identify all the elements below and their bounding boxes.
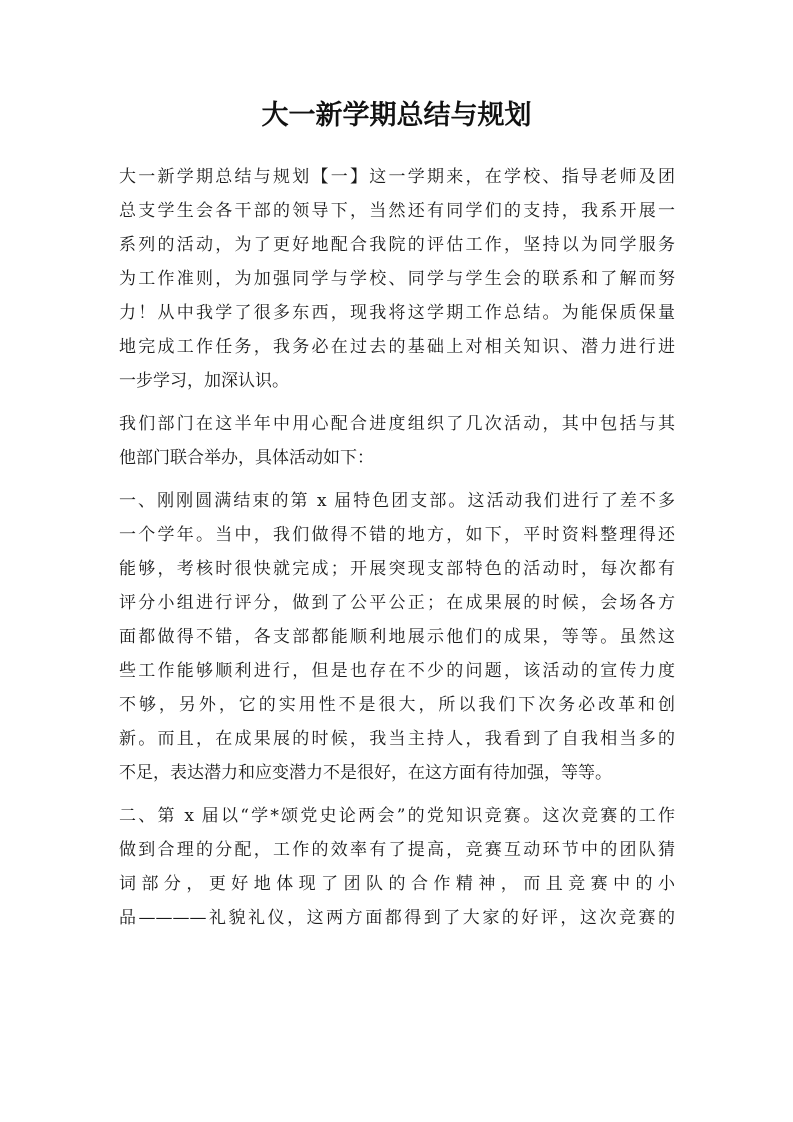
paragraph-line: 不够，另外，它的实用性不是很大，所以我们下次务必改革和创 [119,695,675,715]
paragraph-line: 词部分，更好地体现了团队的合作精神，而且竞赛中的小 [119,874,675,894]
paragraph-line: 我们部门在这半年中用心配合进度组织了几次活动，其中包括与其 [119,414,675,434]
paragraph [119,160,675,398]
paragraph-line: 一个学年。当中，我们做得不错的地方，如下，平时资料整理得还 [119,525,675,545]
paragraph-line: 不足，表达潜力和应变潜力不是很好，在这方面有待加强，等等。 [119,763,612,783]
paragraph-line: 面都做得不错，各支部都能顺利地展示他们的成果，等等。虽然这 [119,627,675,647]
document-title: 大一新学期总结与规划 [261,100,532,131]
paragraph-line: 新。而且，在成果展的时候，我当主持人，我看到了自我相当多的 [119,729,675,749]
paragraph-line: 地完成工作任务，我务必在过去的基础上对相关知识、潜力进行进 [119,337,675,357]
paragraph-line: 大一新学期总结与规划【一】这一学期来，在学校、指导老师及团 [119,167,675,187]
paragraph-line: 评分小组进行评分，做到了公平公正；在成果展的时候，会场各方 [119,593,675,613]
paragraph-line: 系列的活动，为了更好地配合我院的评估工作，坚持以为同学服务 [119,235,675,255]
document-body [119,160,675,944]
paragraph [119,407,675,475]
paragraph-line: 些工作能够顺利进行，但是也存在不少的问题，该活动的宣传力度 [119,661,675,681]
paragraph [119,799,675,935]
paragraph-line: 力！从中我学了很多东西，现我将这学期工作总结。为能保质保量 [119,303,675,323]
paragraph-line: 做到合理的分配，工作的效率有了提高，竞赛互动环节中的团队猜 [119,840,675,860]
paragraph-line: 为工作准则，为加强同学与学校、同学与学生会的联系和了解而努 [119,269,675,289]
paragraph-line: 他部门联合举办，具体活动如下： [119,448,374,468]
paragraph-line: 总支学生会各干部的领导下，当然还有同学们的支持，我系开展一 [119,201,675,221]
paragraph-line: 一、刚刚圆满结束的第 x 届特色团支部。这活动我们进行了差不多 [119,491,675,511]
paragraph-line: 二、第 x 届以“学*颂党史论两会”的党知识竞赛。这次竞赛的工作 [119,806,675,826]
paragraph-line: 一步学习，加深认识。 [119,371,289,391]
paragraph-line: 品————礼貌礼仪，这两方面都得到了大家的好评，这次竞赛的 [119,908,675,928]
paragraph-line: 能够，考核时很快就完成；开展突现支部特色的活动时，每次都有 [119,559,675,579]
paragraph [119,484,675,790]
